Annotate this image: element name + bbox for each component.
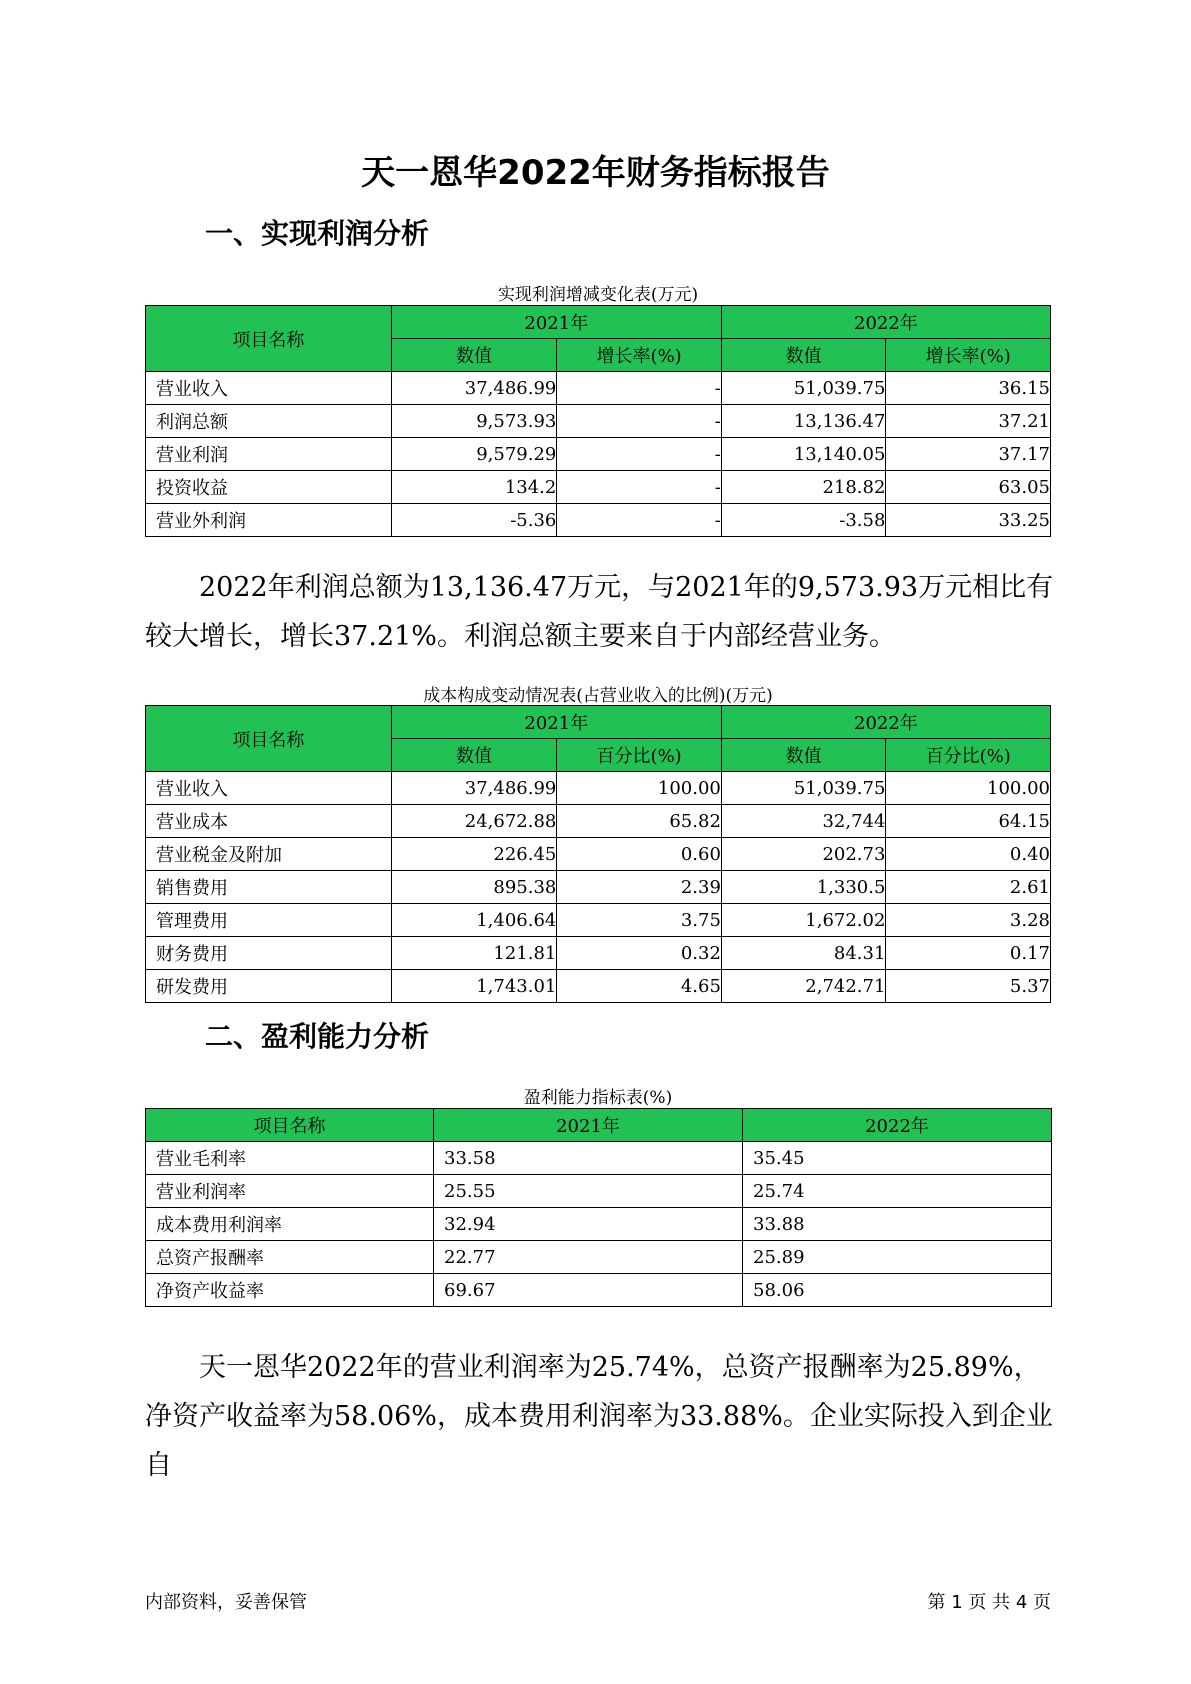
row-item-name: 营业收入 xyxy=(146,772,392,805)
percent-2022: 64.15 xyxy=(886,805,1051,838)
footer-page-number: 第 1 页 共 4 页 xyxy=(927,1592,1051,1613)
growth-rate-2021: - xyxy=(557,504,722,537)
header-item-name: 项目名称 xyxy=(146,306,392,372)
header-value: 数值 xyxy=(721,739,886,772)
footer-confidential-note: 内部资料，妥善保管 xyxy=(145,1592,307,1613)
row-item-name: 营业毛利率 xyxy=(146,1142,434,1175)
table-row xyxy=(146,438,1051,471)
table-caption-profit-change: 实现利润增减变化表(万元) xyxy=(497,285,699,305)
row-item-name: 总资产报酬率 xyxy=(146,1241,434,1274)
percent-2021: 2.39 xyxy=(557,871,722,904)
header-item-name: 项目名称 xyxy=(146,706,392,772)
percent-2021: 65.82 xyxy=(557,805,722,838)
value-2022: 32,744 xyxy=(721,805,886,838)
table-row xyxy=(146,838,1051,871)
percent-2021: 0.32 xyxy=(557,937,722,970)
value-2021: 22.77 xyxy=(434,1241,743,1274)
header-year-2021: 2021年 xyxy=(391,306,721,339)
value-2022: 35.45 xyxy=(743,1142,1052,1175)
section-heading-profitability: 二、盈利能力分析 xyxy=(205,1020,430,1053)
row-item-name: 利润总额 xyxy=(146,405,392,438)
row-item-name: 管理费用 xyxy=(146,904,392,937)
profitability-table xyxy=(145,1108,1052,1307)
value-2021: 32.94 xyxy=(434,1208,743,1241)
row-item-name: 成本费用利润率 xyxy=(146,1208,434,1241)
value-2021: 1,406.64 xyxy=(391,904,557,937)
percent-2022: 2.61 xyxy=(886,871,1051,904)
value-2022: 202.73 xyxy=(721,838,886,871)
table-row xyxy=(146,970,1051,1003)
header-percent: 百分比(%) xyxy=(886,739,1051,772)
value-2022: 13,140.05 xyxy=(721,438,886,471)
value-2021: 9,579.29 xyxy=(391,438,557,471)
row-item-name: 净资产收益率 xyxy=(146,1274,434,1307)
table-row xyxy=(146,372,1051,405)
growth-rate-2021: - xyxy=(557,438,722,471)
growth-rate-2022: 37.17 xyxy=(886,438,1051,471)
cost-structure-table xyxy=(145,705,1051,1003)
percent-2021: 3.75 xyxy=(557,904,722,937)
percent-2022: 5.37 xyxy=(886,970,1051,1003)
profit-change-table xyxy=(145,305,1051,537)
value-2021: 37,486.99 xyxy=(391,772,557,805)
header-year-2022: 2022年 xyxy=(743,1109,1052,1142)
header-value: 数值 xyxy=(391,339,557,372)
row-item-name: 营业利润率 xyxy=(146,1175,434,1208)
table-row xyxy=(146,871,1051,904)
percent-2022: 0.40 xyxy=(886,838,1051,871)
value-2022: 218.82 xyxy=(721,471,886,504)
table-caption-profitability: 盈利能力指标表(%) xyxy=(523,1088,673,1108)
row-item-name: 研发费用 xyxy=(146,970,392,1003)
value-2021: 37,486.99 xyxy=(391,372,557,405)
value-2021: 226.45 xyxy=(391,838,557,871)
value-2022: 33.88 xyxy=(743,1208,1052,1241)
growth-rate-2021: - xyxy=(557,372,722,405)
table-row xyxy=(146,1208,1052,1241)
table-row xyxy=(146,1142,1052,1175)
row-item-name: 营业成本 xyxy=(146,805,392,838)
value-2021: 25.55 xyxy=(434,1175,743,1208)
row-item-name: 财务费用 xyxy=(146,937,392,970)
row-item-name: 营业利润 xyxy=(146,438,392,471)
value-2022: 84.31 xyxy=(721,937,886,970)
percent-2021: 4.65 xyxy=(557,970,722,1003)
header-percent: 百分比(%) xyxy=(557,739,722,772)
row-item-name: 投资收益 xyxy=(146,471,392,504)
profit-summary-paragraph: 2022年利润总额为13,136.47万元，与2021年的9,573.93万元相比有较大增长，增长37.21%。利润总额主要来自于内部经营业务。 xyxy=(145,572,1054,652)
growth-rate-2022: 36.15 xyxy=(886,372,1051,405)
value-2021: 33.58 xyxy=(434,1142,743,1175)
value-2022: -3.58 xyxy=(721,504,886,537)
value-2021: 1,743.01 xyxy=(391,970,557,1003)
table-row xyxy=(146,1241,1052,1274)
header-year-2021: 2021年 xyxy=(391,706,721,739)
table-row xyxy=(146,937,1051,970)
value-2022: 1,672.02 xyxy=(721,904,886,937)
growth-rate-2022: 33.25 xyxy=(886,504,1051,537)
value-2021: 121.81 xyxy=(391,937,557,970)
value-2022: 13,136.47 xyxy=(721,405,886,438)
value-2022: 51,039.75 xyxy=(721,772,886,805)
percent-2022: 0.17 xyxy=(886,937,1051,970)
profitability-summary-paragraph: 天一恩华2022年的营业利润率为25.74%，总资产报酬率为25.89%，净资产收益率为58.06%，成本费用利润率为33.88%。企业实际投入到企业自 xyxy=(145,1352,1053,1481)
section-heading-profit: 一、实现利润分析 xyxy=(205,217,430,250)
value-2022: 58.06 xyxy=(743,1274,1052,1307)
table-caption-cost-structure: 成本构成变动情况表(占营业收入的比例)(万元) xyxy=(423,686,773,706)
percent-2021: 100.00 xyxy=(557,772,722,805)
table-row xyxy=(146,805,1051,838)
header-year-2022: 2022年 xyxy=(721,706,1050,739)
value-2022: 25.89 xyxy=(743,1241,1052,1274)
value-2021: 24,672.88 xyxy=(391,805,557,838)
header-value: 数值 xyxy=(391,739,557,772)
growth-rate-2022: 37.21 xyxy=(886,405,1051,438)
table-row xyxy=(146,772,1051,805)
growth-rate-2022: 63.05 xyxy=(886,471,1051,504)
row-item-name: 营业收入 xyxy=(146,372,392,405)
table-row xyxy=(146,504,1051,537)
value-2021: -5.36 xyxy=(391,504,557,537)
value-2022: 25.74 xyxy=(743,1175,1052,1208)
value-2022: 2,742.71 xyxy=(721,970,886,1003)
row-item-name: 营业税金及附加 xyxy=(146,838,392,871)
header-growth-rate: 增长率(%) xyxy=(886,339,1051,372)
row-item-name: 销售费用 xyxy=(146,871,392,904)
value-2021: 69.67 xyxy=(434,1274,743,1307)
row-item-name: 营业外利润 xyxy=(146,504,392,537)
percent-2022: 3.28 xyxy=(886,904,1051,937)
percent-2021: 0.60 xyxy=(557,838,722,871)
header-growth-rate: 增长率(%) xyxy=(557,339,722,372)
value-2022: 1,330.5 xyxy=(721,871,886,904)
value-2022: 51,039.75 xyxy=(721,372,886,405)
value-2021: 134.2 xyxy=(391,471,557,504)
table-row xyxy=(146,471,1051,504)
value-2021: 9,573.93 xyxy=(391,405,557,438)
percent-2022: 100.00 xyxy=(886,772,1051,805)
header-year-2021: 2021年 xyxy=(434,1109,743,1142)
table-row xyxy=(146,405,1051,438)
header-value: 数值 xyxy=(721,339,886,372)
header-year-2022: 2022年 xyxy=(721,306,1050,339)
growth-rate-2021: - xyxy=(557,405,722,438)
table-row xyxy=(146,1274,1052,1307)
header-item-name: 项目名称 xyxy=(146,1109,434,1142)
growth-rate-2021: - xyxy=(557,471,722,504)
table-row xyxy=(146,1175,1052,1208)
value-2021: 895.38 xyxy=(391,871,557,904)
page-title: 天一恩华2022年财务指标报告 xyxy=(361,153,830,193)
table-row xyxy=(146,904,1051,937)
